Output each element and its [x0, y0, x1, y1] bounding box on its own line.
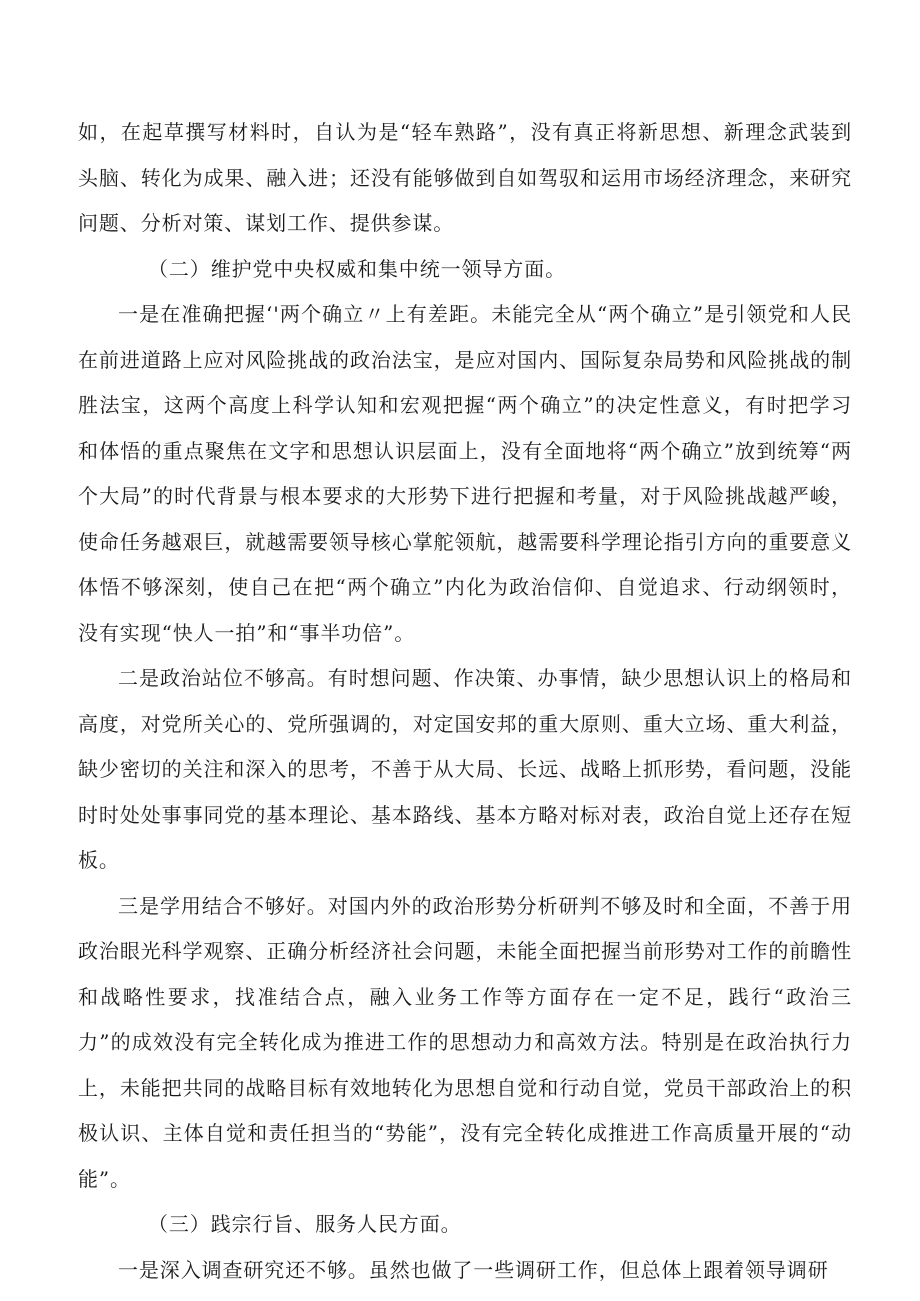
paragraph-continuation: 如，在起草撰写材料时，自认为是“轻车熟路”，没有真正将新思想、新理念武装到头脑、转化为成果、融入进；还没有能够做到自如驾驭和运用市场经济理念，来研究问题、分析对策、谋划工作、提供参谋。 [78, 120, 852, 235]
section-heading-two: （二）维护党中央权威和集中统一领导方面。 [148, 256, 566, 281]
paragraph-point-three: 三是学用结合不够好。对国内外的政治形势分析研判不够及时和全面，不善于用政治眼光科学观察、正确分析经济社会问题，未能全面把握当前形势对工作的前瞻性和战略性要求，找准结合点，融入业务工作等方面存在一定不足，践行“政治三力”的成效没有完全转化成为推进工作的思想动力和高效方法。特别是在政治执行力上，未能把共同的战略目标有效地转化为思想自觉和行动自觉，党员干部政治上的积极认识、主体自觉和责任担当的“势能”，没有完全转化成推进工作高质量开展的“动能”。 [78, 893, 852, 1191]
paragraph-point-two: 二是政治站位不够高。有时想问题、作决策、办事情，缺少思想认识上的格局和高度，对党所关心的、党所强调的，对定国安邦的重大原则、重大立场、重大利益，缺少密切的关注和深入的思考，不善于从大局、长远、战略上抓形势，看问题，没能时时处处事事同党的基本理论、基本路线、基本方略对标对表，政治自觉上还存在短板。 [78, 666, 852, 872]
document-body [78, 110, 852, 1293]
paragraph-point-one: 一是在准确把握‘'两个确立〃上有差距。未能完全从“两个确立”是引领党和人民在前进道路上应对风险挑战的政治法宝，是应对国内、国际复杂局势和风险挑战的制胜法宝，这两个高度上科学认知和宏观把握“两个确立”的决定性意义，有时把学习和体悟的重点聚焦在文字和思想认识层面上，没有全面地将“两个确立”放到统筹“两个大局”的时代背景与根本要求的大形势下进行把握和考量，对于风险挑战越严峻，使命任务越艰巨，就越需要领导核心掌舵领航，越需要科学理论指引方向的重要意义体悟不够深刻，使自己在把“两个确立”内化为政治信仰、自觉追求、行动纲领时，没有实现“快人一拍”和“事半功倍”。 [78, 302, 852, 645]
section-heading-three: （三）践宗行旨、服务人民方面。 [148, 1212, 462, 1236]
paragraph-service-point-one: 一是深入调查研究还不够。虽然也做了一些调研工作，但总体上跟着领导调研 [118, 1257, 829, 1282]
